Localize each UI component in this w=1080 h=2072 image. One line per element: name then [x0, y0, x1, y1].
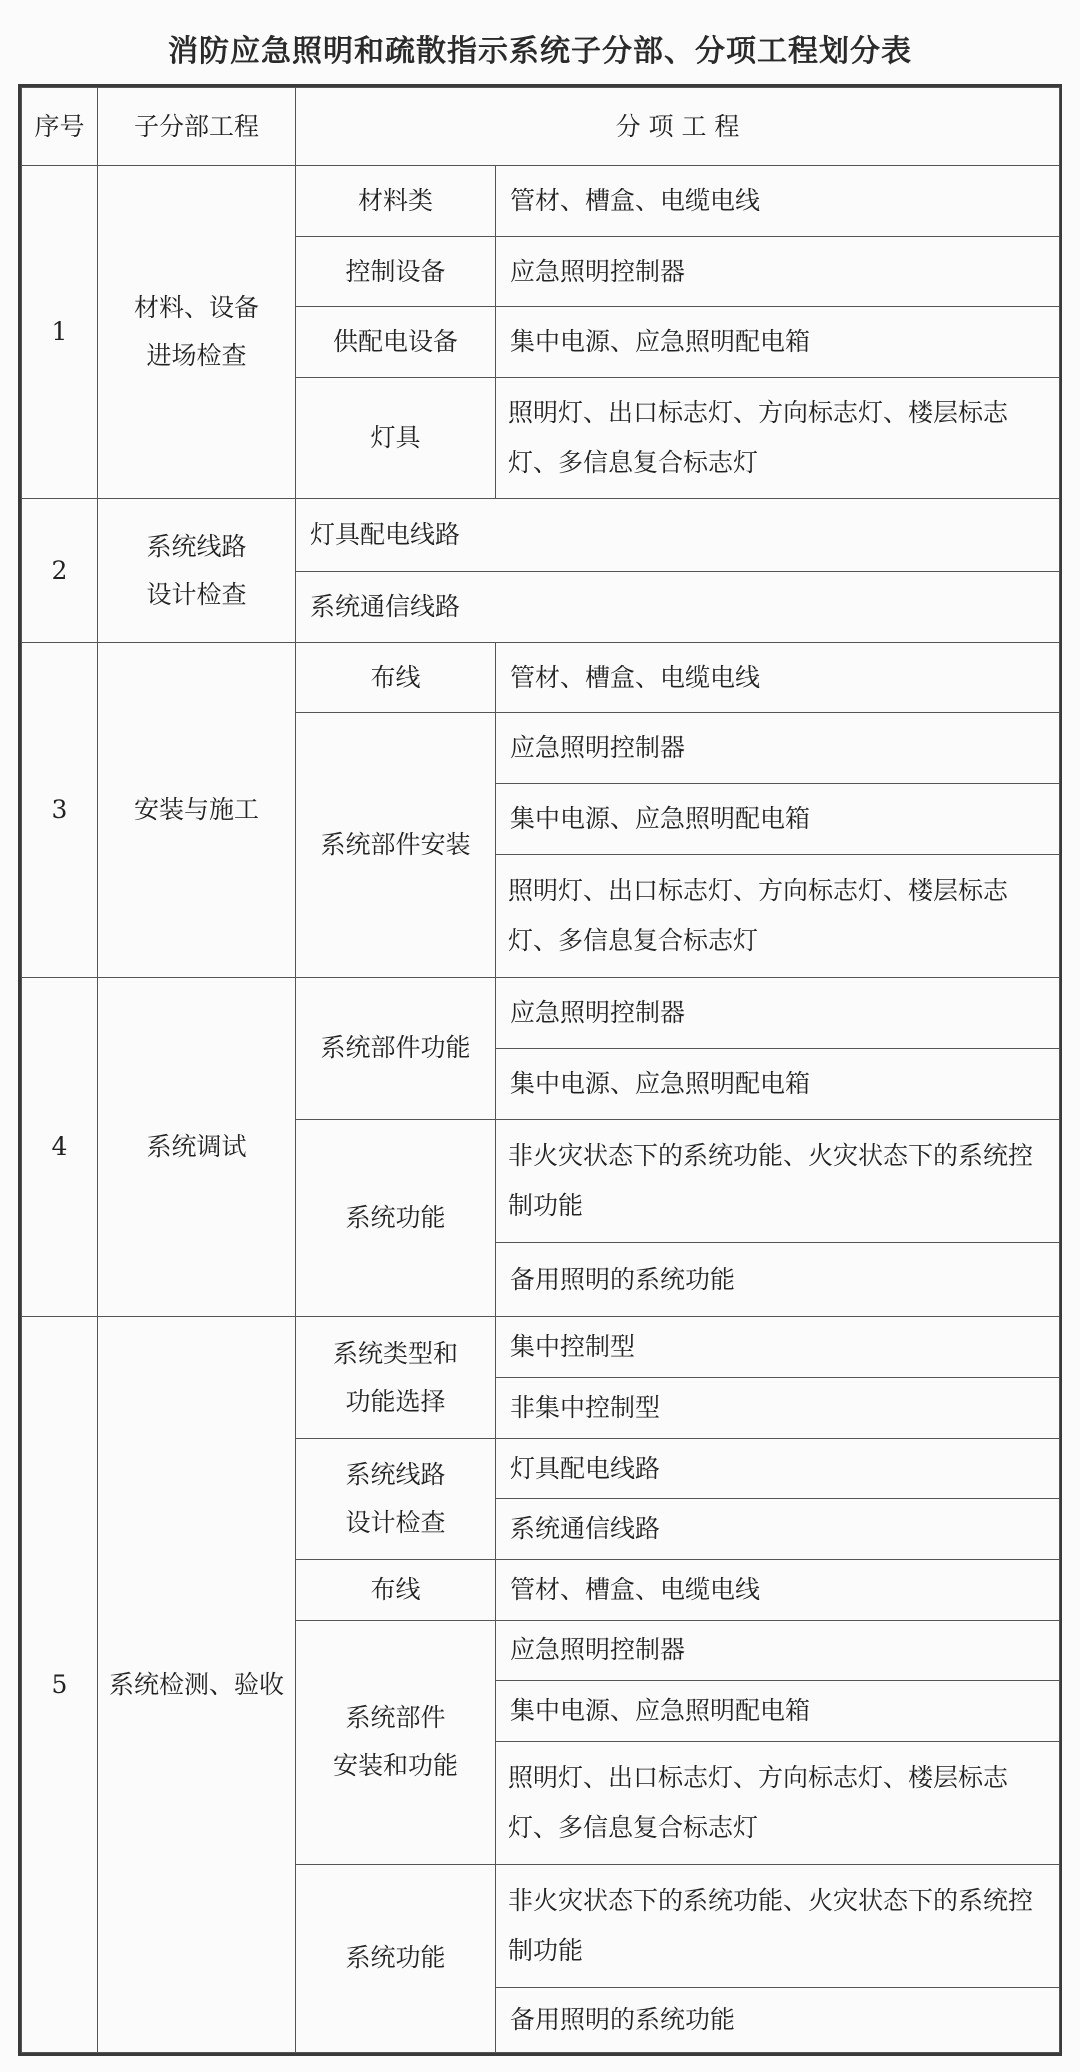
- group-name: 灯具: [296, 378, 496, 499]
- item-cell: 照明灯、出口标志灯、方向标志灯、楼层标志灯、多信息复合标志灯: [496, 854, 1060, 977]
- item-cell: 应急照明控制器: [496, 713, 1060, 784]
- item-cell: 应急照明控制器: [496, 236, 1060, 307]
- row-number: 5: [22, 1317, 98, 2053]
- item-cell: 管材、槽盒、电缆电线: [496, 1559, 1060, 1620]
- sub-division: 系统检测、验收: [98, 1317, 296, 2053]
- group-name: 材料类: [296, 166, 496, 237]
- item-cell: 集中电源、应急照明配电箱: [496, 1681, 1060, 1742]
- row-number: 3: [22, 642, 98, 977]
- page-title: 消防应急照明和疏散指示系统子分部、分项工程划分表: [168, 34, 912, 69]
- item-cell: 备用照明的系统功能: [496, 1988, 1060, 2053]
- item-cell: 系统通信线路: [496, 1499, 1060, 1560]
- item-cell: 集中电源、应急照明配电箱: [496, 1048, 1060, 1119]
- table-row: [22, 166, 1060, 237]
- header-no: 序号: [22, 88, 98, 166]
- row-number: 2: [22, 499, 98, 642]
- sub-division: 系统线路 设计检查: [98, 499, 296, 642]
- group-name: 布线: [296, 642, 496, 713]
- item-cell: 照明灯、出口标志灯、方向标志灯、楼层标志灯、多信息复合标志灯: [496, 1741, 1060, 1864]
- table-row: [22, 642, 1060, 713]
- row-number: 4: [22, 978, 98, 1317]
- item-cell: 应急照明控制器: [496, 1620, 1060, 1681]
- group-name: 系统部件 安装和功能: [296, 1620, 496, 1864]
- group-name: 系统部件安装: [296, 713, 496, 978]
- group-name: 系统功能: [296, 1119, 496, 1317]
- sub-division: 材料、设备 进场检查: [98, 166, 296, 499]
- item-cell: 非火灾状态下的系统功能、火灾状态下的系统控制功能: [496, 1119, 1060, 1242]
- item-cell: 非火灾状态下的系统功能、火灾状态下的系统控制功能: [496, 1864, 1060, 1987]
- group-name: 控制设备: [296, 236, 496, 307]
- item-cell: 集中电源、应急照明配电箱: [496, 307, 1060, 378]
- table-row: [22, 499, 1060, 572]
- division-table: [21, 87, 1060, 2053]
- item-cell: 管材、槽盒、电缆电线: [496, 166, 1060, 237]
- item-cell: 非集中控制型: [496, 1378, 1060, 1439]
- header-item: 分 项 工 程: [296, 88, 1060, 166]
- header-row: [22, 88, 1060, 166]
- group-name: 供配电设备: [296, 307, 496, 378]
- sub-division: 安装与施工: [98, 642, 296, 977]
- item-cell: 灯具配电线路: [296, 499, 1060, 572]
- group-name: 系统类型和 功能选择: [296, 1317, 496, 1438]
- item-cell: 集中电源、应急照明配电箱: [496, 784, 1060, 855]
- group-name: 系统线路 设计检查: [296, 1438, 496, 1559]
- item-cell: 应急照明控制器: [496, 978, 1060, 1049]
- header-sub: 子分部工程: [98, 88, 296, 166]
- item-cell: 备用照明的系统功能: [496, 1242, 1060, 1317]
- sub-division: 系统调试: [98, 978, 296, 1317]
- group-name: 系统部件功能: [296, 978, 496, 1119]
- group-name: 系统功能: [296, 1864, 496, 2052]
- item-cell: 管材、槽盒、电缆电线: [496, 642, 1060, 713]
- row-number: 1: [22, 166, 98, 499]
- group-name: 布线: [296, 1559, 496, 1620]
- table-row: [22, 1317, 1060, 1378]
- item-cell: 系统通信线路: [296, 572, 1060, 643]
- item-cell: 照明灯、出口标志灯、方向标志灯、楼层标志灯、多信息复合标志灯: [496, 378, 1060, 499]
- item-cell: 灯具配电线路: [496, 1438, 1060, 1499]
- item-cell: 集中控制型: [496, 1317, 1060, 1378]
- table-row: [22, 978, 1060, 1049]
